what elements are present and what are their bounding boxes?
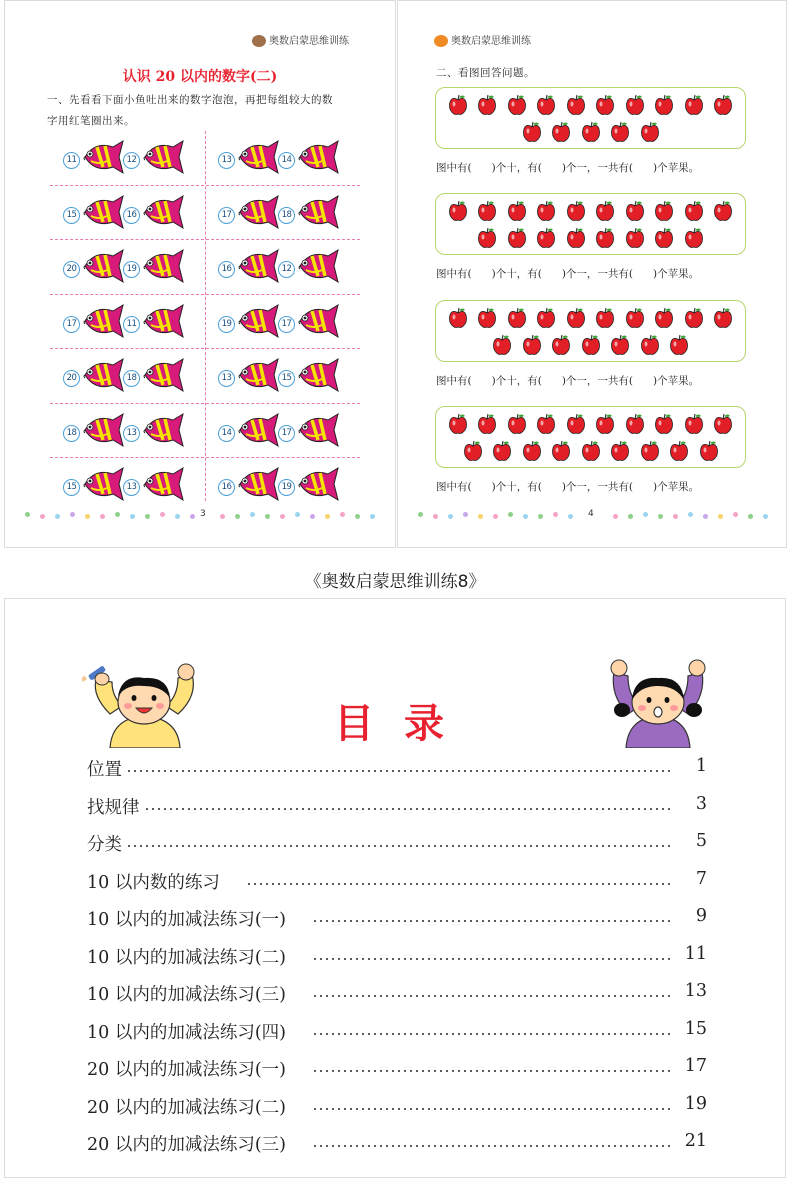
apple-icon [507, 227, 527, 249]
apple-icon [566, 94, 586, 116]
toc-title: 目录 [334, 701, 474, 747]
fish-row [50, 240, 360, 295]
apple-icon [536, 227, 556, 249]
toc-item-label: 10 以内的加减法练习(四) [87, 1019, 290, 1044]
apple-question: 图中有( )个十，有( )个一，一共有( )个苹果。 [436, 481, 700, 493]
apple-icon [713, 307, 733, 329]
decor-dot [493, 514, 498, 519]
fish-icon [292, 466, 340, 502]
decor-dot [628, 514, 633, 519]
decor-dot [115, 512, 120, 517]
decor-dot [523, 514, 528, 519]
number-bubble[interactable]: 13 [218, 370, 235, 387]
apple-icon [551, 334, 571, 356]
toc-item-label: 找规律 [87, 794, 144, 819]
apple-icon [477, 413, 497, 435]
apple-icon [654, 94, 674, 116]
decor-dot [718, 514, 723, 519]
apple-question: 图中有( )个十，有( )个一，一共有( )个苹果。 [436, 375, 700, 387]
apple-icon [477, 200, 497, 222]
number-bubble[interactable]: 12 [123, 152, 140, 169]
apple-icon [448, 94, 468, 116]
decor-dot [538, 514, 543, 519]
decor-dot [325, 514, 330, 519]
decor-dot [463, 512, 468, 517]
girl-illustration [606, 656, 710, 748]
number-bubble[interactable]: 15 [278, 370, 295, 387]
decor-dot [658, 514, 663, 519]
decor-dot [418, 512, 423, 517]
fish-icon [292, 248, 340, 284]
decor-dot [40, 514, 45, 519]
toc-leader-dots [312, 1070, 673, 1072]
toc-leader-dots [144, 808, 674, 810]
right-page-header [434, 32, 531, 47]
toc-item[interactable] [87, 869, 707, 899]
fish-icon [292, 139, 340, 175]
apple-icon [522, 121, 542, 143]
apple-question: 图中有( )个十，有( )个一，一共有( )个苹果。 [436, 162, 700, 174]
apple-icon [595, 200, 615, 222]
tiger-icon [434, 35, 448, 47]
right-header-text: 奥数启蒙思维训练 [451, 36, 531, 47]
fish-icon [137, 466, 185, 502]
fish-icon [292, 412, 340, 448]
fish-row [50, 404, 360, 459]
apple-icon [699, 440, 719, 462]
number-bubble[interactable]: 18 [123, 370, 140, 387]
number-bubble[interactable]: 16 [218, 479, 235, 496]
number-bubble[interactable]: 19 [218, 316, 235, 333]
instruction-line-2: 字用红笔圈出来。 [47, 115, 135, 127]
apple-icon [522, 440, 542, 462]
apple-icon [595, 307, 615, 329]
number-bubble[interactable]: 18 [63, 425, 80, 442]
decor-dot [508, 512, 513, 517]
decor-dot [295, 512, 300, 517]
number-bubble[interactable]: 17 [278, 425, 295, 442]
number-bubble[interactable]: 13 [123, 425, 140, 442]
toc-item[interactable] [87, 756, 707, 786]
apple-icon [713, 200, 733, 222]
toc-item-page: 3 [695, 793, 707, 814]
apple-icon [595, 94, 615, 116]
apple-icon [713, 413, 733, 435]
apple-icon [669, 440, 689, 462]
instruction-line-1: 一、先看看下面小鱼吐出来的数字泡泡，再把每组较大的数 [47, 94, 333, 106]
decor-dot [70, 512, 75, 517]
number-bubble[interactable]: 17 [63, 316, 80, 333]
apple-icon [566, 413, 586, 435]
decor-dot [100, 514, 105, 519]
toc-item-label: 10 以内的加减法练习(二) [87, 944, 290, 969]
apple-icon [625, 200, 645, 222]
decor-dot [250, 512, 255, 517]
toc-item[interactable] [87, 1094, 707, 1124]
decor-dot [310, 514, 315, 519]
apple-icon [536, 94, 556, 116]
fish-item[interactable] [270, 466, 396, 506]
left-page-number: 3 [200, 509, 206, 519]
toc-item-page: 9 [695, 906, 707, 926]
fish-row [50, 186, 360, 241]
toc-leader-dots [312, 1108, 673, 1110]
decor-dot [280, 514, 285, 519]
apple-icon [640, 334, 660, 356]
apple-icon [625, 307, 645, 329]
fish-item[interactable] [270, 357, 396, 397]
toc-item[interactable] [87, 906, 707, 936]
decor-dot [748, 514, 753, 519]
toc-item-label: 10 以内数的练习 [87, 869, 224, 894]
decor-dot [220, 514, 225, 519]
apple-icon [477, 94, 497, 116]
decor-dot [235, 514, 240, 519]
toc-item-page: 19 [684, 1093, 707, 1114]
toc-item-page: 11 [684, 943, 707, 964]
toc-item[interactable] [87, 1056, 707, 1086]
decor-dot [130, 514, 135, 519]
fish-icon [137, 412, 185, 448]
decor-dot [340, 512, 345, 517]
fish-item[interactable] [270, 412, 396, 452]
fish-icon [137, 303, 185, 339]
toc-item-label: 20 以内的加减法练习(一) [87, 1056, 290, 1081]
apple-icon [684, 307, 704, 329]
apple-icon [448, 307, 468, 329]
toc-item[interactable] [87, 1131, 707, 1161]
fish-icon [137, 248, 185, 284]
apple-icon [492, 440, 512, 462]
apple-icon [492, 334, 512, 356]
fish-icon [292, 357, 340, 393]
fish-icon [137, 139, 185, 175]
toc-item-label: 20 以内的加减法练习(三) [87, 1131, 290, 1156]
book-caption: 《奥数启蒙思维训练8》 [304, 572, 486, 592]
toc-item-page: 13 [684, 981, 707, 1001]
decor-dot [733, 512, 738, 517]
apple-icon [566, 227, 586, 249]
apple-icon [625, 227, 645, 249]
fish-grid [50, 131, 360, 513]
fish-icon [137, 357, 185, 393]
toc-item-page: 5 [695, 831, 707, 851]
apple-icon [610, 440, 630, 462]
decor-dot [85, 514, 90, 519]
apple-icon [610, 121, 630, 143]
left-header-text: 奥数启蒙思维训练 [269, 36, 349, 47]
fish-icon [137, 194, 185, 230]
apple-icon [507, 413, 527, 435]
apple-icon [551, 440, 571, 462]
boy-illustration [82, 656, 206, 748]
toc-leader-dots [126, 770, 673, 772]
toc-item-page: 15 [684, 1018, 707, 1039]
fish-icon [292, 303, 340, 339]
fish-item[interactable] [270, 139, 396, 179]
number-bubble[interactable]: 12 [278, 261, 295, 278]
toc-leader-dots [312, 1145, 673, 1147]
apple-icon [507, 94, 527, 116]
apple-icon [684, 227, 704, 249]
toc-leader-dots [312, 920, 673, 922]
number-bubble[interactable]: 15 [63, 479, 80, 496]
apple-icon [625, 413, 645, 435]
decor-dot [703, 514, 708, 519]
number-bubble[interactable]: 20 [63, 261, 80, 278]
toc-leader-dots [312, 995, 673, 997]
apple-icon [551, 121, 571, 143]
fish-row [50, 131, 360, 186]
apple-question: 图中有( )个十，有( )个一，一共有( )个苹果。 [436, 268, 700, 280]
number-bubble[interactable]: 17 [218, 207, 235, 224]
apple-icon [448, 413, 468, 435]
number-bubble[interactable]: 20 [63, 370, 80, 387]
toc-item-label: 20 以内的加减法练习(二) [87, 1094, 290, 1119]
number-bubble[interactable]: 11 [123, 316, 140, 333]
number-bubble[interactable]: 13 [218, 152, 235, 169]
fish-item[interactable] [270, 303, 396, 343]
apple-icon [477, 307, 497, 329]
apple-icon [640, 440, 660, 462]
toc-item-page: 7 [695, 868, 707, 889]
apple-icon [507, 307, 527, 329]
apple-icon [463, 440, 483, 462]
decor-dot [568, 514, 573, 519]
bear-icon [252, 35, 266, 47]
fish-row [50, 349, 360, 404]
number-bubble[interactable]: 16 [123, 207, 140, 224]
number-bubble[interactable]: 13 [123, 479, 140, 496]
number-bubble[interactable]: 11 [63, 152, 80, 169]
apple-icon [640, 121, 660, 143]
apple-icon [595, 227, 615, 249]
decor-dot [553, 512, 558, 517]
decor-dot [370, 514, 375, 519]
apple-icon [610, 334, 630, 356]
apple-icon [522, 334, 542, 356]
apple-icon [654, 200, 674, 222]
toc-item-label: 分类 [87, 831, 126, 856]
apple-icon [581, 334, 601, 356]
apple-icon [566, 200, 586, 222]
apple-icon [669, 334, 689, 356]
fish-item[interactable] [270, 248, 396, 288]
number-bubble[interactable]: 16 [218, 261, 235, 278]
right-page-number: 4 [588, 509, 594, 519]
number-bubble[interactable]: 14 [218, 425, 235, 442]
toc-item[interactable] [87, 794, 707, 824]
toc-item[interactable] [87, 831, 707, 861]
number-bubble[interactable]: 17 [278, 316, 295, 333]
toc-item-label: 10 以内的加减法练习(三) [87, 981, 290, 1006]
apple-icon [536, 307, 556, 329]
apple-icon [536, 200, 556, 222]
decor-dot [175, 514, 180, 519]
number-bubble[interactable]: 15 [63, 207, 80, 224]
apple-icon [477, 227, 497, 249]
decor-dot [355, 514, 360, 519]
apple-icon [581, 121, 601, 143]
toc-item[interactable] [87, 944, 707, 974]
decor-dot [55, 514, 60, 519]
number-bubble[interactable]: 18 [278, 207, 295, 224]
decor-dot [448, 514, 453, 519]
apple-icon [581, 440, 601, 462]
number-bubble[interactable]: 19 [123, 261, 140, 278]
decor-dot [688, 512, 693, 517]
apple-icon [595, 413, 615, 435]
decor-dot [265, 514, 270, 519]
decor-dot [145, 514, 150, 519]
apple-icon [566, 307, 586, 329]
fish-item[interactable] [270, 194, 396, 234]
toc-item-page: 17 [684, 1056, 707, 1076]
apple-icon [536, 413, 556, 435]
toc-leader-dots [312, 1033, 673, 1035]
toc-item[interactable] [87, 1019, 707, 1049]
number-bubble[interactable]: 19 [278, 479, 295, 496]
apple-icon [713, 94, 733, 116]
fish-icon [292, 194, 340, 230]
decor-dot [160, 512, 165, 517]
right-instruction: 二、看图回答问题。 [436, 67, 535, 79]
apple-icon [654, 413, 674, 435]
left-page-title: 认识 20 以内的数字(二) [122, 69, 278, 85]
apple-icon [684, 413, 704, 435]
decor-dot [643, 512, 648, 517]
toc-item-label: 位置 [87, 756, 126, 781]
decor-dot [763, 514, 768, 519]
toc-item-label: 10 以内的加减法练习(一) [87, 906, 290, 931]
toc-item-page: 1 [695, 756, 707, 776]
apple-icon [507, 200, 527, 222]
apple-icon [654, 307, 674, 329]
toc-leader-dots [126, 845, 673, 847]
decor-dot [433, 514, 438, 519]
toc-leader-dots [312, 958, 673, 960]
fish-row [50, 295, 360, 350]
apple-icon [684, 94, 704, 116]
decor-dot [613, 514, 618, 519]
toc-leader-dots [246, 883, 673, 885]
toc-item-page: 21 [684, 1131, 707, 1151]
left-page-header [252, 32, 349, 47]
apple-icon [448, 200, 468, 222]
decor-dot [478, 514, 483, 519]
fish-row [50, 458, 360, 513]
left-page [4, 0, 396, 548]
apple-icon [654, 227, 674, 249]
apple-icon [684, 200, 704, 222]
toc-item[interactable] [87, 981, 707, 1011]
decor-dot [190, 514, 195, 519]
apple-icon [625, 94, 645, 116]
decor-dot [25, 512, 30, 517]
number-bubble[interactable]: 14 [278, 152, 295, 169]
decor-dot [673, 514, 678, 519]
